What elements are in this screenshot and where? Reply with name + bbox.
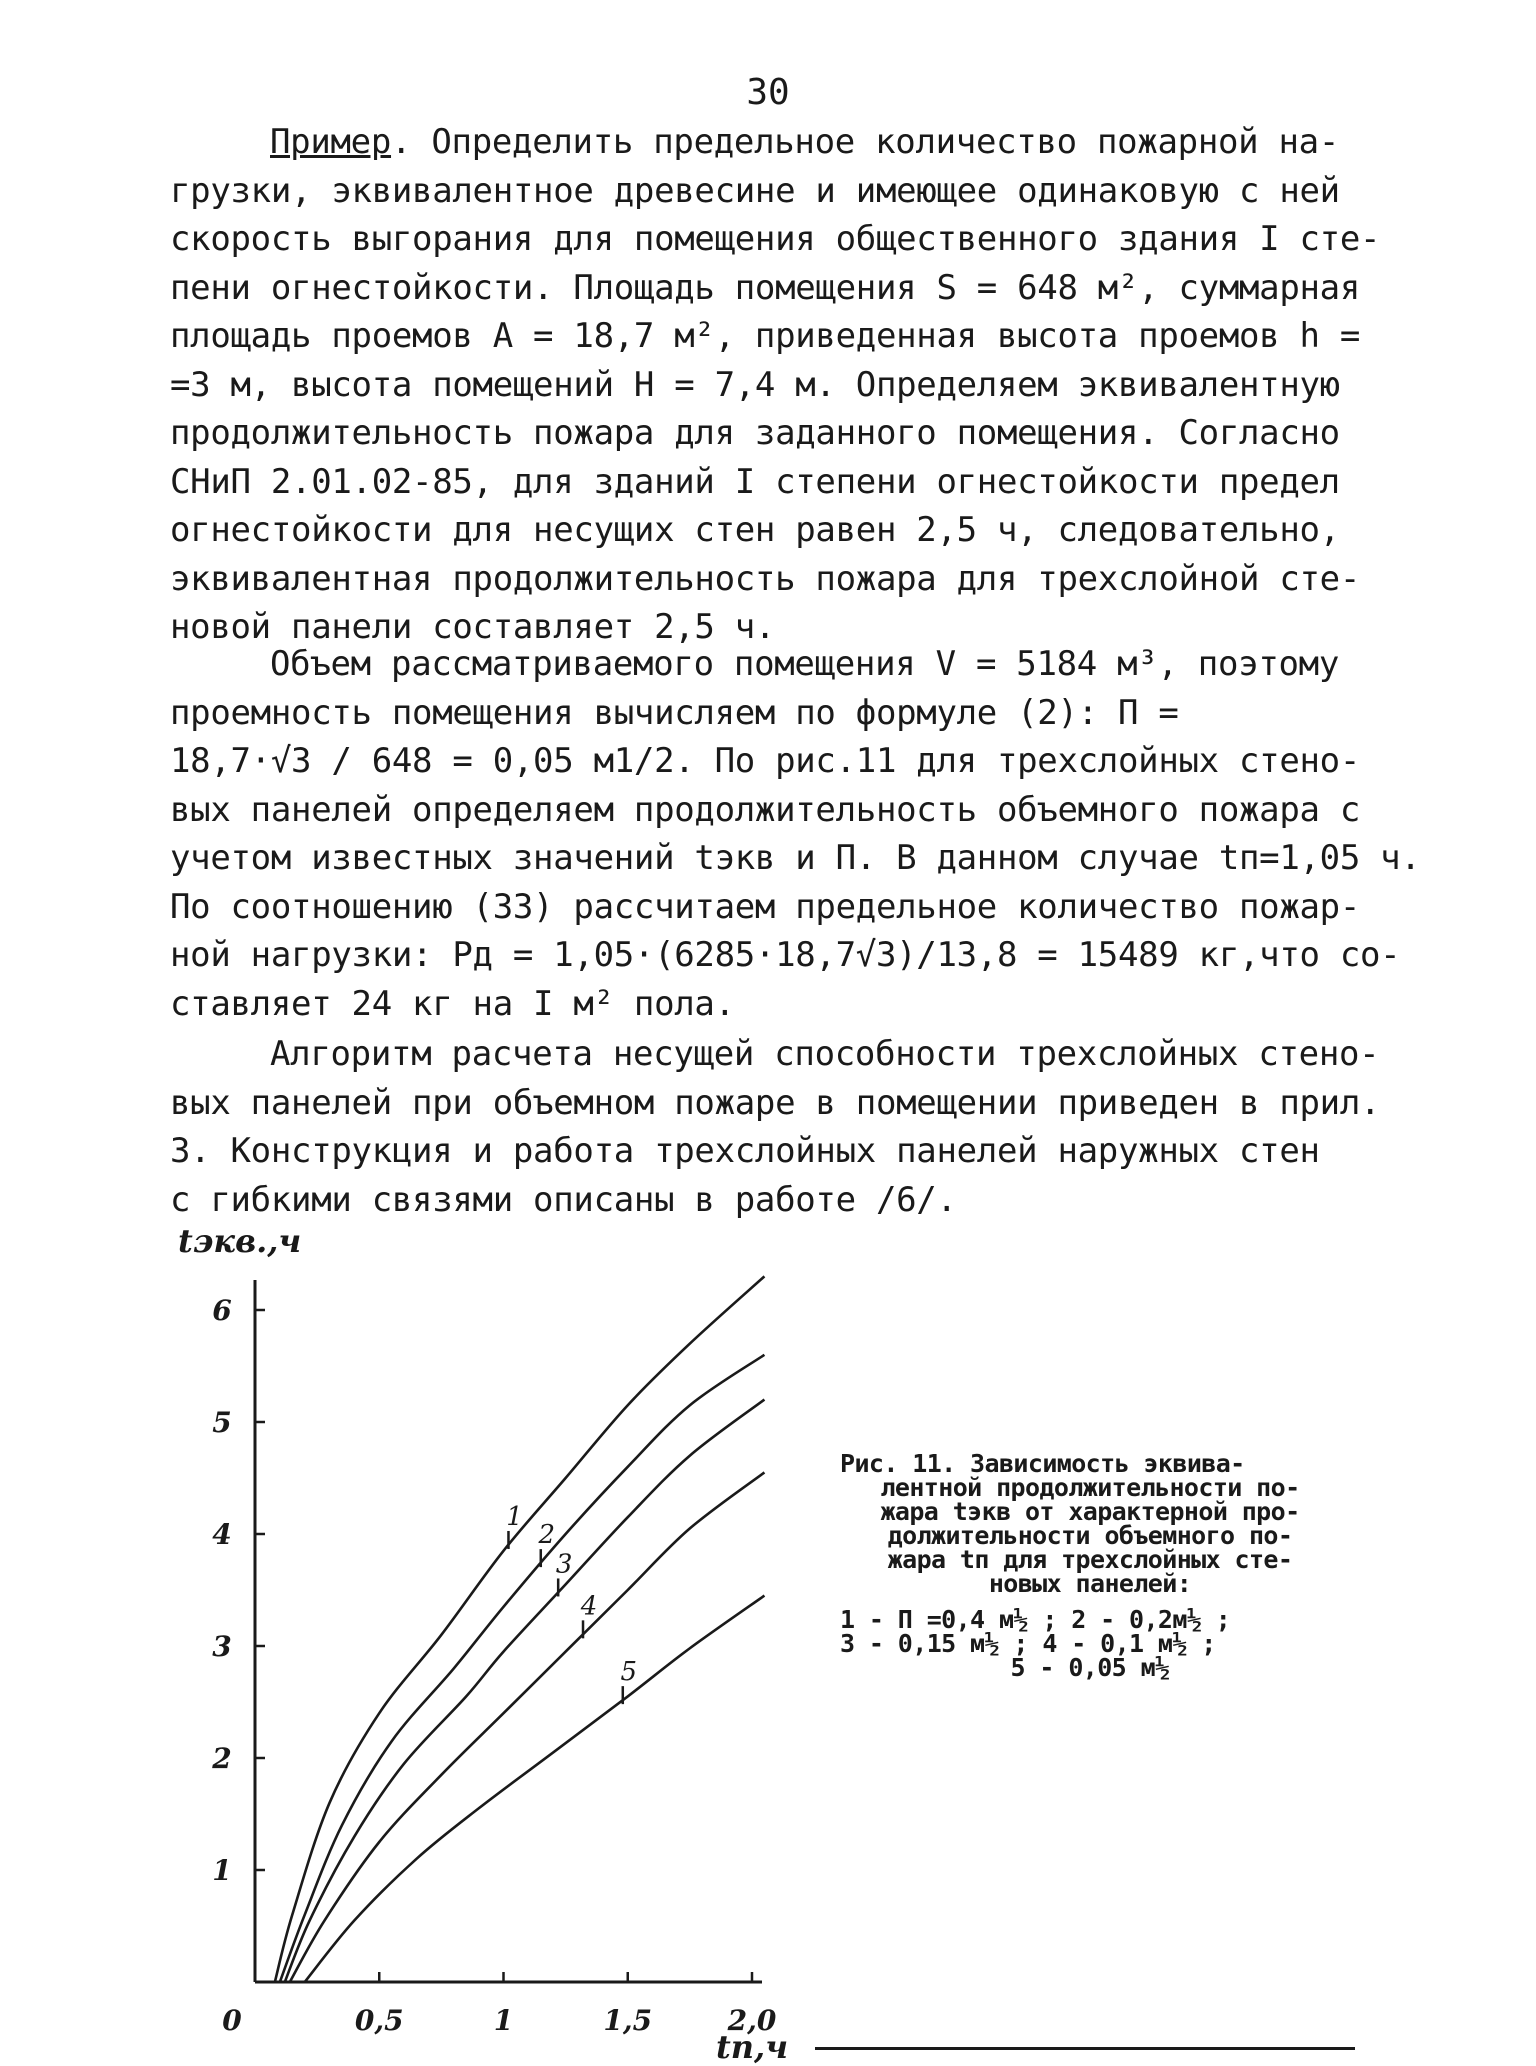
series-2-label: 2 (538, 1520, 556, 1551)
text-line: с гибкими связями описаны в работе /6/. (170, 1179, 957, 1220)
series-5-line (305, 1596, 765, 1982)
y-tick-label: 5 (212, 1406, 232, 1439)
text-line: 3. Конструкция и работа трехслойных панелей наружных стен (170, 1131, 1320, 1171)
text-line: новой панели составляет 2,5 ч. (170, 607, 776, 647)
series-5-label: 5 (620, 1657, 638, 1688)
text-line: Пример. Определить предельное количество пожарной на- (270, 122, 1340, 162)
legend-line: 5 - 0,05 м½ (1010, 1653, 1170, 1682)
y-tick-label: 4 (212, 1518, 232, 1551)
text-line: СНиП 2.01.02-85, для зданий I степени огнестойкости предел (170, 461, 1340, 502)
text-line: эквивалентная продолжительность пожара для трехслойной сте- (170, 558, 1361, 599)
text-line: пени огнестойкости. Площадь помещения S = 648 м², суммарная (170, 267, 1361, 308)
text-line: По соотношению (33) рассчитаем предельное количество пожар- (170, 886, 1361, 927)
text-line: учетом известных значений tэкв и П. В данном случае tп=1,05 ч. (170, 838, 1421, 878)
x-tick-label: 2,0 (727, 2004, 777, 2037)
page-number: 30 (746, 72, 790, 113)
text-line: ной нагрузки: Pд = 1,05·(6285·18,7√3)/13,8 = 15489 кг,что со- (170, 935, 1401, 975)
legend-line: 1 - П =0,4 м½ ; 2 - 0,2м½ ; (840, 1605, 1231, 1634)
text-line: Алгоритм расчета несущей способности трехслойных стено- (270, 1034, 1380, 1074)
y-tick-label: 2 (212, 1742, 232, 1775)
y-tick-label: 6 (212, 1294, 232, 1327)
y-axis-label: tэкв.,ч (178, 1222, 302, 1260)
text-line: площадь проемов A = 18,7 м², приведенная высота проемов h = (170, 316, 1361, 356)
text-line: Объем рассматриваемого помещения V = 5184 м³, поэтому (270, 644, 1339, 684)
footer-rule (815, 2047, 1355, 2050)
x-tick-label: 0,5 (354, 2004, 404, 2037)
x-tick-label: 1 (493, 2004, 514, 2037)
caption-line: новых панелей: (988, 1569, 1192, 1598)
series-4-line (290, 1472, 765, 1982)
text-line: огнестойкости для несущих стен равен 2,5 ч, следовательно, (170, 510, 1340, 550)
caption-line: жара tп для трехслойных сте- (887, 1545, 1293, 1574)
example-heading: Пример (270, 122, 392, 162)
caption-line: должительности объемного по- (887, 1521, 1293, 1550)
series-1-line (275, 1276, 765, 1982)
caption-line: Рис. 11. Зависимость эквива- (840, 1449, 1245, 1478)
figure-caption (840, 1449, 1340, 1682)
text-line: ставляет 24 кг на I м² пола. (170, 983, 735, 1024)
caption-line: жара tэкв от характерной про- (880, 1497, 1300, 1526)
x-tick-label: 1,5 (603, 2004, 653, 2037)
y-tick-label: 1 (212, 1854, 232, 1887)
text-line: продолжительность пожара для заданного помещения. Согласно (170, 413, 1340, 453)
caption-line: лентной продолжительности по- (880, 1473, 1300, 1502)
series-3-label: 3 (555, 1549, 573, 1580)
text-line: грузки, эквивалентное древесине и имеющее одинаковую с ней (170, 170, 1340, 211)
text-line: вых панелей при объемном пожаре в помещении приведен в прил. (170, 1082, 1381, 1123)
series-4-label: 4 (580, 1591, 598, 1622)
y-tick-label: 3 (212, 1630, 232, 1663)
legend-line: 3 - 0,15 м½ ; 4 - 0,1 м½ ; (840, 1629, 1216, 1658)
text-line: =3 м, высота помещений H = 7,4 м. Определяем эквивалентную (170, 364, 1340, 405)
x-axis-label: tп,ч (716, 2028, 789, 2066)
text-line: проемность помещения вычисляем по формуле (2): П = (170, 692, 1179, 733)
text-line: скорость выгорания для помещения общественного здания I сте- (170, 219, 1381, 259)
series-2-line (280, 1355, 765, 1982)
text-line: 18,7·√3 / 648 = 0,05 м1/2. По рис.11 для трехслойных стено- (170, 741, 1361, 781)
series-1-label: 1 (506, 1501, 523, 1532)
origin-label: 0 (222, 2004, 242, 2037)
text-line: вых панелей определяем продолжительность объемного пожара с (170, 789, 1361, 830)
